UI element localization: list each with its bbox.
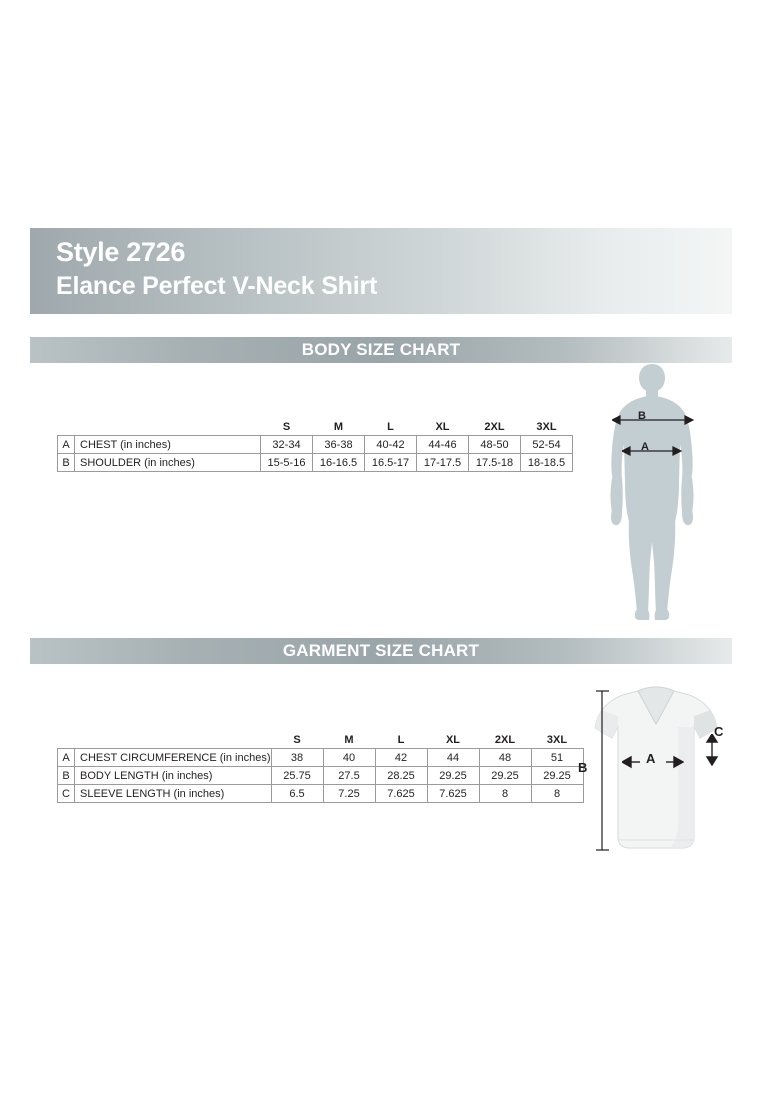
table-row — [58, 785, 584, 803]
garment-shirt-figure — [578, 672, 732, 862]
body-size-chart-header — [30, 337, 732, 363]
header-size-3xl: 3XL — [521, 418, 573, 436]
garment-size-chart-heading: GARMENT SIZE CHART — [282, 641, 480, 660]
garment-size-chart-header — [30, 638, 732, 664]
row-value: 48 — [479, 749, 531, 767]
row-key: A — [58, 436, 75, 454]
row-value: 29.25 — [427, 767, 479, 785]
row-value: 42 — [375, 749, 427, 767]
row-value: 52-54 — [521, 436, 573, 454]
row-label: CHEST (in inches) — [75, 436, 261, 454]
row-label: SLEEVE LENGTH (in inches) — [75, 785, 272, 803]
row-value: 7.25 — [323, 785, 375, 803]
row-value: 18-18.5 — [521, 454, 573, 472]
row-value: 17.5-18 — [469, 454, 521, 472]
table-row — [58, 436, 573, 454]
garment-marker-c: C — [714, 724, 724, 739]
row-value: 51 — [531, 749, 583, 767]
garment-body-length-measure — [596, 690, 610, 852]
table-header-row — [58, 418, 573, 436]
table-row — [58, 454, 573, 472]
row-value: 16.5-17 — [365, 454, 417, 472]
header-key-col — [58, 731, 75, 749]
row-key: A — [58, 749, 75, 767]
body-silhouette-figure — [600, 362, 704, 624]
header-size-l: L — [375, 731, 427, 749]
row-value: 6.5 — [271, 785, 323, 803]
body-size-table — [57, 418, 573, 472]
row-value: 44 — [427, 749, 479, 767]
row-value: 40 — [323, 749, 375, 767]
row-value: 27.5 — [323, 767, 375, 785]
row-value: 48-50 — [469, 436, 521, 454]
row-label: CHEST CIRCUMFERENCE (in inches) — [75, 749, 272, 767]
header-size-s: S — [261, 418, 313, 436]
header-label-col — [75, 731, 272, 749]
row-key: B — [58, 767, 75, 785]
row-value: 15-5-16 — [261, 454, 313, 472]
table-row — [58, 767, 584, 785]
header-size-2xl: 2XL — [469, 418, 521, 436]
row-value: 38 — [271, 749, 323, 767]
garment-size-table — [57, 731, 584, 803]
header-label-col — [75, 418, 261, 436]
row-key: C — [58, 785, 75, 803]
row-value: 29.25 — [531, 767, 583, 785]
row-label: SHOULDER (in inches) — [75, 454, 261, 472]
table-header-row — [58, 731, 584, 749]
row-value: 28.25 — [375, 767, 427, 785]
row-value: 7.625 — [427, 785, 479, 803]
header-size-m: M — [313, 418, 365, 436]
table-row — [58, 749, 584, 767]
row-value: 8 — [531, 785, 583, 803]
shoulder-measure-arrow — [612, 414, 694, 426]
header-size-xl: XL — [417, 418, 469, 436]
style-number: Style 2726 — [56, 237, 186, 267]
row-value: 32-34 — [261, 436, 313, 454]
header-size-2xl: 2XL — [479, 731, 531, 749]
row-value: 40-42 — [365, 436, 417, 454]
row-value: 16-16.5 — [313, 454, 365, 472]
row-label: BODY LENGTH (in inches) — [75, 767, 272, 785]
row-value: 29.25 — [479, 767, 531, 785]
garment-marker-a: A — [646, 751, 656, 766]
male-body-silhouette-icon — [600, 362, 704, 624]
row-key: B — [58, 454, 75, 472]
row-value: 36-38 — [313, 436, 365, 454]
header-key-col — [58, 418, 75, 436]
title-banner — [30, 228, 732, 314]
row-value: 44-46 — [417, 436, 469, 454]
header-size-s: S — [271, 731, 323, 749]
row-value: 25.75 — [271, 767, 323, 785]
body-marker-a: A — [641, 441, 649, 453]
header-size-3xl: 3XL — [531, 731, 583, 749]
body-size-chart-heading: BODY SIZE CHART — [301, 340, 461, 359]
garment-chest-arrow — [622, 755, 684, 769]
row-value: 7.625 — [375, 785, 427, 803]
header-size-m: M — [323, 731, 375, 749]
row-value: 8 — [479, 785, 531, 803]
header-size-l: L — [365, 418, 417, 436]
product-name: Elance Perfect V-Neck Shirt — [56, 272, 378, 300]
garment-marker-b: B — [578, 760, 588, 775]
header-size-xl: XL — [427, 731, 479, 749]
garment-sleeve-arrow — [704, 734, 720, 766]
row-value: 17-17.5 — [417, 454, 469, 472]
chest-measure-arrow — [622, 445, 682, 457]
body-marker-b: B — [638, 410, 646, 422]
